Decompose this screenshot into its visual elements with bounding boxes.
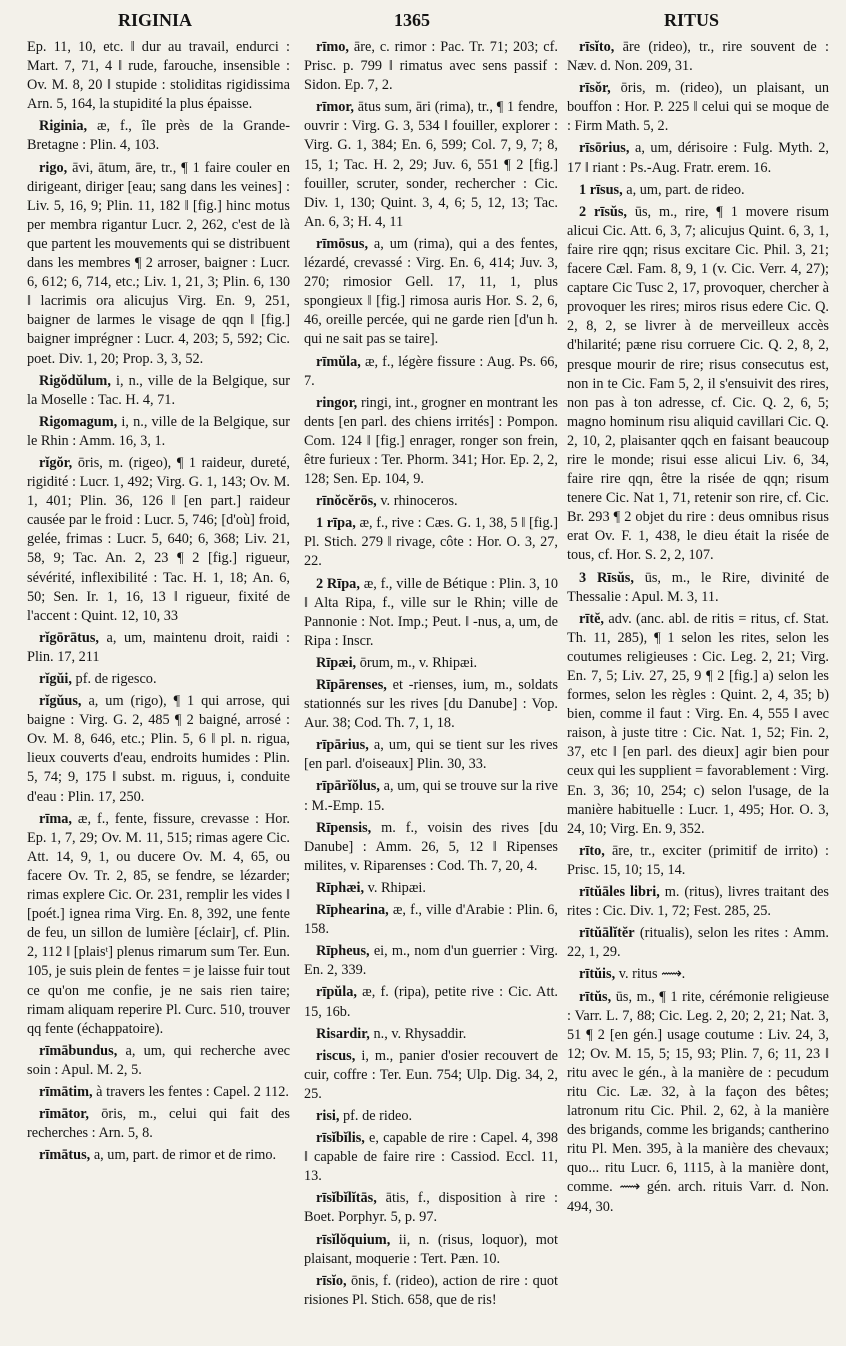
dictionary-entry [567, 988, 829, 1217]
entry-headword: 1 rīpa, [316, 515, 356, 532]
entry-headword: 2 rīsŭs, [579, 203, 627, 220]
entry-headword: Rigŏdŭlum, [39, 372, 111, 389]
entry-headword: rĭgōrātus, [39, 629, 99, 646]
entry-headword: riscus, [316, 1047, 356, 1064]
dictionary-entry [304, 942, 558, 980]
entry-definition: æ, f., ville de Bétique : Plin. 3, 10 ‖ Alta Ripa, f., ville sur le Rhin; ville de Pannonie : Not. Imp.; Peut. ‖ -nus, a, um, de Ripa : Inscr. [304, 575, 558, 649]
entry-headword: rīmātor, [39, 1106, 89, 1123]
entry-headword: Rīpæi, [316, 654, 357, 671]
column-right [567, 38, 829, 1338]
dictionary-entry [27, 454, 290, 626]
entry-headword: rīsĭbĭlis, [316, 1130, 365, 1147]
entry-definition: a, um, qui se tient sur les rives [en parl. d'oiseaux] Plin. 30, 33. [304, 737, 558, 773]
entry-definition: a, um (rigo), ¶ 1 qui arrose, qui baigne : Virg. G. 2, 485 ¶ 2 baigné, arrosé : Ov. M. 8, 646, etc.; Plin. 5, 6 ‖ pl. n. rigua, lieux couverts d'eau, endroits humides : Plin. 5, 74; 9, 175 ‖ subst. m. riguus, i, conduite d'eau : Plin. 17, 250. [27, 693, 290, 805]
entry-headword: rīsĭlŏquium, [316, 1231, 391, 1248]
dictionary-entry [304, 983, 558, 1021]
entry-definition: ūs, m., ¶ 1 rite, cérémonie religieuse : Varr. L. 7, 88; Cic. Leg. 2, 20; 2, 21; Nat. 3, 51 ¶ 2 [en gén.] usage coutume : Liv. 24, 3, 12; Ov. M. 15, 5; 15, 93; Plin. 7, 6; 11, 23 ‖ ritu avec le gén., à la manière de : pecudum ritu Cic. Læ. 32, à la façon des bêtes; latronum ritu Cic. Phil. 2, 62, à la manière des brigands, comme les brigands; cantherino ritu Pl. Men. 395, à la manière des chevaux; quo... ritu Lucr. 6, 1115, à la manière dont, comme. ⟿ gén. arch. rituis Varr. d. Non. 494, 30. [567, 988, 829, 1215]
entry-headword: rĭgŭus, [39, 693, 82, 710]
entry-headword: rīmōsus, [316, 235, 369, 252]
dictionary-entry [27, 117, 290, 155]
dictionary-entry [567, 965, 829, 984]
dictionary-entry [567, 569, 829, 607]
entry-headword: rīma, [39, 810, 72, 827]
dictionary-entry [27, 38, 290, 114]
entry-headword: rīto, [579, 842, 605, 859]
dictionary-entry [304, 819, 558, 876]
dictionary-entry [304, 575, 558, 651]
entry-definition: æ, f., légère fissure : Aug. Ps. 66, 7. [304, 353, 558, 389]
entry-headword: 3 Rīsŭs, [579, 569, 634, 586]
entry-headword: rīsōrius, [579, 140, 630, 157]
entry-headword: rīsŏr, [579, 80, 611, 97]
dictionary-entry [304, 736, 558, 774]
dictionary-entry [304, 879, 558, 898]
entry-definition: e, capable de rire : Capel. 4, 398 ‖ capable de faire rire : Cassiod. Eccl. 11, 13. [304, 1130, 558, 1185]
entry-definition: ii, n. (risus, loquor), mot plaisant, moquerie : Tert. Pæn. 10. [304, 1231, 558, 1267]
entry-definition: pf. de rideo. [343, 1107, 413, 1124]
dictionary-entry [27, 810, 290, 1039]
dictionary-entry [27, 629, 290, 667]
dictionary-entry [304, 394, 558, 489]
dictionary-entry [567, 203, 829, 566]
entry-headword: 1 rīsus, [579, 181, 623, 198]
entry-definition: āvi, ātum, āre, tr., ¶ 1 faire couler en dirigeant, diriger [eau; sang dans les veines] : Liv. 5, 16, 9; Plin. 11, 182 ‖ [fig.] hinc motus per membra rigantur Lucr. 2, 262, c'est de là que partent les mouvements qui se distribuent dans les membres ¶ 2 arroser, baigner : Lucr. 6, 612; 6, 714, etc.; Liv. 1, 21, 3; Plin. 6, 130 ‖ lacrimis ora alicujus Virg. En. 9, 251, baigner de larmes le visage de qqn ‖ [fig.] baigner imprégner : Lucr. 4, 203; 5, 592; Cic. poet. Div. 1, 20; Prop. 3, 3, 52. [27, 159, 290, 367]
entry-headword: rīsĭto, [579, 39, 615, 55]
entry-definition: v. rhinoceros. [380, 493, 458, 510]
entry-definition: ūs, m., rire, ¶ 1 movere risum alicui Cic. Att. 6, 3, 7; alicujus Quint. 6, 3, 1, faire rire qqn; risus excitare Cic. Phil. 3, 21; facere Cæl. Fam. 8, 9, 1 (v. Cic. Verr. 4, 27); captare Cic Tusc 2, 17, provoquer, chercher à provoquer les rires; miros risus edere Cic. Q. 2, 8, 2, se livrer à de merveilleux accès d'hilarité; pæne risu corruere Cic. Q. 2, 8, 2, presque mourir de rire; risus consecutus est, non in te Cic. Fam 5, 2, il s'ensuivit des rires, non pas à ton adresse, cf. Cic. Q. 2, 6, 5; magno hominum risu aliquid cavillari Cic. Q. 2, 10, 2, plaisanter qqch en faisant beaucoup rire le monde; risui esse alicui Liv. 6, 34, faire rire qqn, être la risée de qqn; risum tenere Cic. Nat 1, 71, retenir son rire, cf. Cic. Br. 293 ¶ 2 objet du rire : deus omnibus risus erat Ov. F. 1, 438, le dieu était la risée de tous, cf. Hor. S. 2, 2, 107. [567, 203, 829, 564]
dictionary-entry [567, 924, 829, 962]
entry-headword: Rīphæi, [316, 879, 365, 896]
entry-definition: æ, f., fente, fissure, crevasse : Hor. Ep. 1, 7, 29; Ov. M. 11, 515; rimas agere Cic. Att. 14, 9, 1, ou ducere Ov. M. 4, 65, ou facere Ov. Tr. 2, 85, se fendre, se lézarder; rimas explere Cic. Or. 231, remplir les vides ‖ [poét.] ignea rima Virg. En. 8, 392, une fente de feu, un sillon de lumière [éclair], cf. Plin. 2, 112 ‖ [plaisᵗ] plenus rimarum sum Ter. Eun. 105, je suis plein de fentes = je laisse fuir tout ce qu'on me confie, je ne sais rien taire; rimam aliquam reperire Pl. Curc. 510, trouver qq fente (échappatoire). [27, 810, 290, 1037]
dictionary-entry [304, 353, 558, 391]
running-head-first-word: RIGINIA [118, 10, 193, 30]
entry-definition: a, um, qui recherche avec soin : Apul. M. 2, 5. [27, 1042, 290, 1078]
entry-headword: Rīpheus, [316, 943, 370, 960]
entry-headword: Rīpensis, [316, 819, 372, 836]
entry-definition: a, um, part. de rimor et de rimo. [93, 1147, 277, 1164]
entry-definition: ringi, int., grogner en montrant les dents [en parl. des chiens irrités] : Pompon. Com. 124 ‖ [fig.] enrager, ronger son frein, être furieux : Ter. Phorm. 341; Hor. Ep. 2, 2, 128; Sen. Ep. 104, 9. [304, 394, 558, 488]
entry-definition: v. ritus ⟿. [618, 966, 686, 983]
entry-definition: et -rienses, ium, m., soldats stationnés sur les rives [du Danube] : Vop. Aur. 38; Cod. Th. 7, 1, 18. [304, 677, 558, 732]
entry-headword: ringor, [316, 394, 358, 411]
entry-headword: rīpŭla, [316, 984, 357, 1001]
entry-definition: æ, f., ville d'Arabie : Plin. 6, 158. [304, 902, 558, 938]
dictionary-entry [304, 654, 558, 673]
dictionary-entry [27, 692, 290, 807]
entry-definition: a, um, qui se trouve sur la rive : M.-Emp. 15. [304, 778, 558, 814]
entry-headword: rīsĭbĭlĭtās, [316, 1190, 377, 1207]
dictionary-entry [304, 492, 558, 511]
dictionary-entry [304, 676, 558, 733]
dictionary-entry [27, 1042, 290, 1080]
entry-definition: ōnis, f. (rideo), action de rire : quot risiones Pl. Stich. 658, que de ris! [304, 1272, 558, 1308]
entry-headword: 2 Rīpa, [316, 575, 360, 592]
entry-headword: risi, [316, 1107, 340, 1124]
dictionary-entry [304, 901, 558, 939]
dictionary-entry [304, 1107, 558, 1126]
dictionary-entry [567, 79, 829, 136]
dictionary-entry [567, 139, 829, 177]
entry-headword: rīmor, [316, 99, 354, 116]
entry-headword: Rīpārenses, [316, 677, 387, 693]
entry-headword: rigo, [39, 159, 68, 176]
entry-headword: rĭgŏr, [39, 454, 73, 471]
page-number: 1365 [394, 10, 430, 30]
dictionary-entry [304, 1025, 558, 1044]
column-middle [304, 38, 558, 1338]
entry-headword: Riginia, [39, 118, 88, 135]
dictionary-entry [27, 372, 290, 410]
entry-definition: ūs, m., le Rire, divinité de Thessalie : Apul. M. 3, 11. [567, 569, 829, 605]
entry-definition: ātis, f., disposition à rire : Boet. Porphyr. 5, p. 97. [304, 1190, 558, 1226]
entry-headword: Rigomagum, [39, 413, 118, 430]
entry-headword: rītŭis, [579, 966, 616, 983]
dictionary-entry [304, 98, 558, 232]
dictionary-entry [304, 1189, 558, 1227]
entry-definition: a, um, dérisoire : Fulg. Myth. 2, 17 ‖ riant : Ps.-Aug. Fratr. erem. 16. [567, 140, 829, 176]
entry-definition: m. f., voisin des rives [du Danube] : Amm. 26, 5, 12 ‖ Ripenses milites, v. Riparenses : Cod. Th. 7, 20, 4. [304, 819, 558, 874]
dictionary-entry [304, 1231, 558, 1269]
dictionary-entry [27, 159, 290, 369]
entry-definition: i, m., panier d'osier recouvert de cuir, coffre : Ter. Eun. 754; Ulp. Dig. 34, 2, 25. [304, 1047, 558, 1102]
dictionary-entry [304, 1047, 558, 1104]
entry-headword: rīmo, [316, 39, 349, 55]
entry-definition: m. (ritus), livres traitant des rites : Cic. Div. 1, 72; Fest. 285, 25. [567, 884, 829, 920]
entry-definition: Ep. 11, 10, etc. ‖ dur au travail, endurci : Mart. 7, 71, 4 ‖ rude, farouche, insensible : Ov. M. 8, 20 ‖ stupide : stoliditas rigidissima Arn. 5, 164, la stupidité la plus épaisse. [27, 39, 290, 113]
entry-definition: æ, f. (ripa), petite rive : Cic. Att. 15, 16b. [304, 984, 558, 1020]
entry-definition: n., v. Rhysaddir. [373, 1025, 467, 1042]
entry-definition: ātus sum, āri (rima), tr., ¶ 1 fendre, ouvrir : Virg. G. 3, 534 ‖ fouiller, explorer : Virg. G. 1, 384; En. 6, 599; Col. 7, 9, 7; 8, 15, 1; Tac. H. 2, 29; Juv. 6, 551 ¶ 2 [fig.] fouiller, scruter, sonder, rechercher : Cic. Div. 1, 130; Quint. 3, 4, 6; 5, 12, 13; Tac. An. 6, 3; H. 4, 11 [304, 99, 558, 230]
entry-definition: a, um, part. de rideo. [626, 181, 745, 198]
dictionary-entry [567, 181, 829, 200]
dictionary-entry [304, 38, 558, 95]
dictionary-entry [304, 1272, 558, 1310]
running-head [0, 6, 846, 36]
entry-headword: rīmābundus, [39, 1042, 118, 1059]
entry-definition: i, n., ville de la Belgique, sur le Rhin : Amm. 16, 3, 1. [27, 413, 290, 449]
dictionary-entry [304, 1129, 558, 1186]
dictionary-entry [304, 777, 558, 815]
entry-headword: rīpārĭŏlus, [316, 778, 380, 795]
entry-definition: āre (rideo), tr., rire souvent de : Næv. d. Non. 209, 31. [567, 39, 829, 75]
entry-definition: æ, f., rive : Cæs. G. 1, 38, 5 ‖ [fig.] Pl. Stich. 279 ‖ rivage, côte : Hor. O. 3, 27, 22. [304, 515, 558, 570]
dictionary-entry [27, 1105, 290, 1143]
dictionary-entry [567, 842, 829, 880]
entry-headword: rīmātim, [39, 1083, 93, 1100]
dictionary-entry [27, 413, 290, 451]
entry-definition: ōris, m., celui qui fait des recherches : Arn. 5, 8. [27, 1106, 290, 1142]
entry-headword: rīnŏcĕrōs, [316, 493, 377, 510]
entry-headword: rītŭāles libri, [579, 884, 660, 901]
entry-definition: (ritualis), selon les rites : Amm. 22, 1, 29. [567, 925, 829, 961]
entry-headword: rīpārius, [316, 737, 369, 754]
entry-definition: adv. (anc. abl. de ritis = ritus, cf. Stat. Th. 11, 285), ¶ 1 selon les rites, selon les coutumes religieuses : Cic. Leg. 2, 21; Virg. En. 7, 5; Liv. 27, 25, 9 ¶ 2 [fig.] a) selon les formes, selon les règles : Quint. 2, 4, 35; b) bien, comme il faut : Virg. En. 4, 555 ‖ avec raison, à juste titre : Cic. Nat. 1, 52; Fin. 2, 37, etc ‖ [en parl. des dieux] agir bien pour ceux qui les supplient = favorablement : Virg. En. 3, 36; 10, 254; c) selon l'usage, de la manière habituelle : Lucr. 1, 495; Hor. O. 3, 24, 10; Virg. En. 9, 352. [567, 610, 829, 837]
running-head-last-word: RITUS [664, 10, 720, 30]
entry-headword: rīmātus, [39, 1147, 91, 1164]
entry-headword: Risardir, [316, 1025, 370, 1042]
entry-definition: à travers les fentes : Capel. 2 112. [96, 1083, 289, 1100]
entry-headword: rītŭs, [579, 988, 612, 1005]
entry-headword: rītĕ, [579, 610, 604, 627]
dictionary-entry [304, 514, 558, 571]
entry-definition: æ, f., île près de la Grande-Bretagne : Plin. 4, 103. [27, 118, 290, 154]
dictionary-entry [567, 883, 829, 921]
entry-definition: a, um (rima), qui a des fentes, lézardé, crevassé : Virg. En. 6, 414; Juv. 3, 270; rimosior Gell. 17, 11, 1, plus spongieux ‖ [fig.] rimosa auris Hor. S. 2, 6, 46, oreille percée, qui ne garde rien [d'un h. qui ne sait pas se taire]. [304, 235, 558, 348]
entry-headword: Rīphearina, [316, 902, 389, 919]
entry-definition: ei, m., nom d'un guerrier : Virg. En. 2, 339. [304, 943, 558, 979]
entry-headword: rĭgŭi, [39, 671, 72, 687]
entry-definition: ōris, m. (rigeo), ¶ 1 raideur, dureté, rigidité : Lucr. 1, 492; Virg. G. 1, 143; Ov. M. 1, 401; Plin. 36, 126 ‖ [en part.] raideur causée par le froid : Lucr. 5, 746; [d'où] froid, gelée, frimas : Lucr. 5, 640; 6, 368; Liv. 21, 58, 9; Tac. An. 2, 23 ¶ 2 [fig.] rigueur, sévérité, inflexibilité : Tac. H. 1, 18; An. 6, 50; Sen. Ir. 1, 16, 13 ‖ rigueur, fixité de l'accent : Quint. 12, 10, 33 [27, 454, 290, 624]
dictionary-entry [304, 235, 558, 350]
dictionary-entry [27, 1146, 290, 1165]
entry-definition: i, n., ville de la Belgique, sur la Moselle : Tac. H. 4, 71. [27, 372, 290, 408]
entry-definition: āre, tr., exciter (primitif de irrito) : Prisc. 15, 10; 15, 14. [567, 842, 829, 878]
entry-definition: v. Rhipæi. [367, 879, 426, 896]
entry-definition: ōris, m. (rideo), un plaisant, un bouffon : Hor. P. 225 ‖ celui qui se moque de : Firm Math. 5, 2. [567, 80, 829, 135]
column-left [27, 38, 290, 1338]
dictionary-entry [567, 610, 829, 839]
entry-definition: āre, c. rimor : Pac. Tr. 71; 203; cf. Prisc. p. 799 ‖ rimatus avec sens passif : Sidon. Ep. 7, 2. [304, 39, 558, 94]
entry-headword: rīmŭla, [316, 353, 361, 370]
entry-definition: ōrum, m., v. Rhipæi. [359, 654, 478, 671]
dictionary-entry [27, 1083, 290, 1102]
dictionary-entry [567, 38, 829, 76]
entry-headword: rītŭālĭtĕr [579, 925, 635, 942]
entry-headword: rīsĭo, [316, 1272, 347, 1289]
entry-definition: a, um, maintenu droit, raidi : Plin. 17, 211 [27, 629, 290, 665]
entry-definition: pf. de rigesco. [75, 671, 157, 687]
dictionary-entry [27, 670, 290, 689]
